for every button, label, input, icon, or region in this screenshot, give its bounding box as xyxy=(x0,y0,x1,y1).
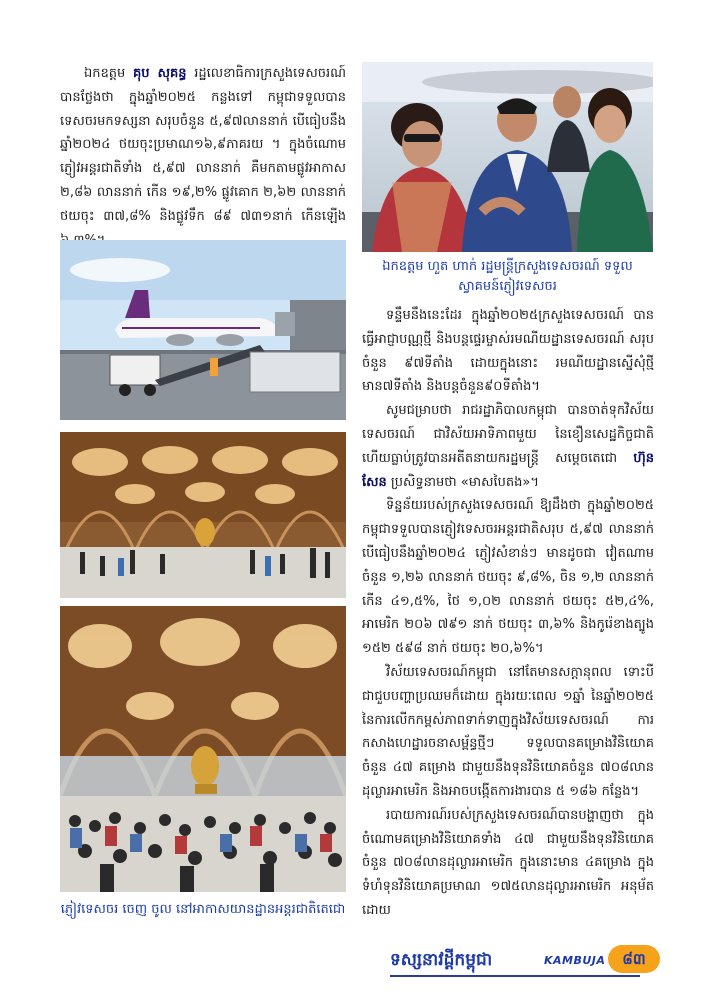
bottom-photo-caption: ភ្ញៀវទេសចរ ចេញ ចូល នៅអាកាសយានដ្ឋានអន្តរជាតិតេជោ xyxy=(60,902,346,917)
top-photo-caption: ឯកឧត្តម ហួត ហាក់ រដ្ឋមន្ត្រីក្រសួងទេសចរណ៍ ទទួលស្វាគមន៍ភ្ញៀវទេសចរ xyxy=(382,259,633,294)
paragraph-potential: វិស័យទេសចរណ៍កម្ពុជា នៅតែមានសក្តានុពល ទោះបីជាជួបបញ្ហាប្រឈមក៏ដោយ ក្នុងរយៈពេល ១ឆ្នាំ នៃឆ្នាំ២០២៥ នៃការលើកកម្ពស់ភាពទាក់ទាញក្នុងវិស័យទេសចរណ៍ ការកសាងហេដ្ឋារចនាសម្ព័ន្ធថ្មីៗ ទទួលបានគម្រោងវិនិយោគ ចំនួន ៤៧ គម្រោង ជាមួយនឹងទុនវិនិយោគចំនួន ៧០៨លានដុល្លារអាមេរិក និងអាចបង្កើតការងារបាន ៥ ១៨៦ កន្លែង។ xyxy=(362,664,654,799)
leader-name: ហ៊ុន សែន xyxy=(362,450,654,490)
left-paragraph-prefix: ឯកឧត្តម xyxy=(84,66,133,81)
right-article-text xyxy=(362,304,654,923)
page-number: ៨៣ xyxy=(608,945,660,973)
paragraph-investment: របាយការណ៍របស់ក្រសួងទេសចរណ៍បានបង្ហាញថា ក្នុងចំណោមគម្រោងវិនិយោគទាំង ៤៧ ជាមួយនឹងទុនវិនិយោគចំនួន ៧០៨លានដុល្លារអាមេរិក ក្នុងនោះមាន ៤គម្រោង ក្នុងទំហំទុនវិនិយោគប្រមាណ ១៧៥លានដុល្លារអាមេរិក អនុម័តដោយ xyxy=(362,807,654,918)
left-paragraph xyxy=(60,62,346,252)
paragraph-licenses: ទន្ទឹមនឹងនេះដែរ ក្នុងឆ្នាំ២០២៥ក្រសួងទេសចរណ៍ បានធ្វើអាជ្ញាបណ្ណថ្មី និងបន្តផ្ទេរម្ចាស់រមណីយដ្ឋានទេសចរណ៍ សរុបចំនួន ៩៧ទីតាំង ដោយក្នុងនោះ រមណីយដ្ឋានស្នើសុំថ្មី មាន៧ទីតាំង និងបន្តចំនួន៩០ទីតាំង។ xyxy=(362,308,654,395)
footer-divider xyxy=(390,975,640,977)
left-paragraph-body: រដ្ឋលេខាធិការក្រសួងទេសចរណ៍ បានថ្លែងថា ក្នុងឆ្នាំ២០២៥ កន្លងទៅ កម្ពុជាទទួលបានទេសចរមកទស្សនា សរុបចំនួន ៥,៩៧លាននាក់ បើធៀបនឹងឆ្នាំ២០២៤ ថយចុះប្រមាណ១៦,៩ភាគរយ ។ ក្នុងចំណោមភ្ញៀវអន្តរជាតិទាំង ៥,៩៧ លាននាក់ គឺមកតាមផ្លូវអាកាស ២,៨៦ លាននាក់ កើន ១៩,២% ផ្លូវគោក ២,៦២ លាននាក់ ថយចុះ ៣៧,៨% និងផ្លូវទឹក ៨៩ ៧៣១នាក់ កើនឡើង xyxy=(60,66,346,224)
paragraph-green-gold-start: សូមជម្រាបថា រាជរដ្ឋាភិបាលកម្ពុជា បានចាត់ទុកវិស័យទេសចរណ៍ ជាវិស័យអាទិភាពមួយ នៃខឿនសេដ្ឋកិច្ចជាតិ ហើយធ្លាប់ត្រូវបានអតីតនាយករដ្ឋមន្ត្រី សម្តេចតេជោ xyxy=(362,403,654,466)
paragraph-green-gold-end: ប្រសិទ្ធនាមថា «មាសបៃតង»។ xyxy=(386,474,539,490)
official-name: គុប សុគន្ធ xyxy=(132,66,187,81)
magazine-name: KAMBUJA xyxy=(544,954,606,967)
terminal-hall-photo xyxy=(60,432,346,598)
airplane-apron-photo xyxy=(60,240,346,420)
magazine-title: ទស្សនាវដ្តីកម្ពុជា xyxy=(390,950,493,970)
officials-greeting-photo xyxy=(362,62,653,252)
left-article-text xyxy=(60,62,346,252)
paragraph-green-gold xyxy=(362,399,654,494)
paragraph-visitor-stats: ទិន្នន័យរបស់ក្រសួងទេសចរណ៍ ឱ្យដឹងថា ក្នុងឆ្នាំ២០២៥ កម្ពុជាទទួលបានភ្ញៀវទេសចរអន្តរជាតិសរុប ៥,៩៧ លាននាក់ បើធៀបនឹងឆ្នាំ២០២៤ ភ្ញៀវសំខាន់ៗ មានដូចជា វៀតណាម ចំនួន ១,២៦ លាននាក់ ថយចុះ ៩,៨%, ចិន ១,២ លាននាក់ កើន ៤១,៥%, ថៃ ១,០២ លាននាក់ ថយចុះ ៥២,៤%, អាមេរិក ២០៦ ៧៩១ នាក់ ថយចុះ ៣,៦% និងកូរ៉េខាងត្បូង ១៥២ ៥៩៨ នាក់ ថយចុះ ២០,៦%។ xyxy=(362,498,654,657)
page-footer xyxy=(390,941,680,981)
terminal-crowd-photo xyxy=(60,606,346,892)
